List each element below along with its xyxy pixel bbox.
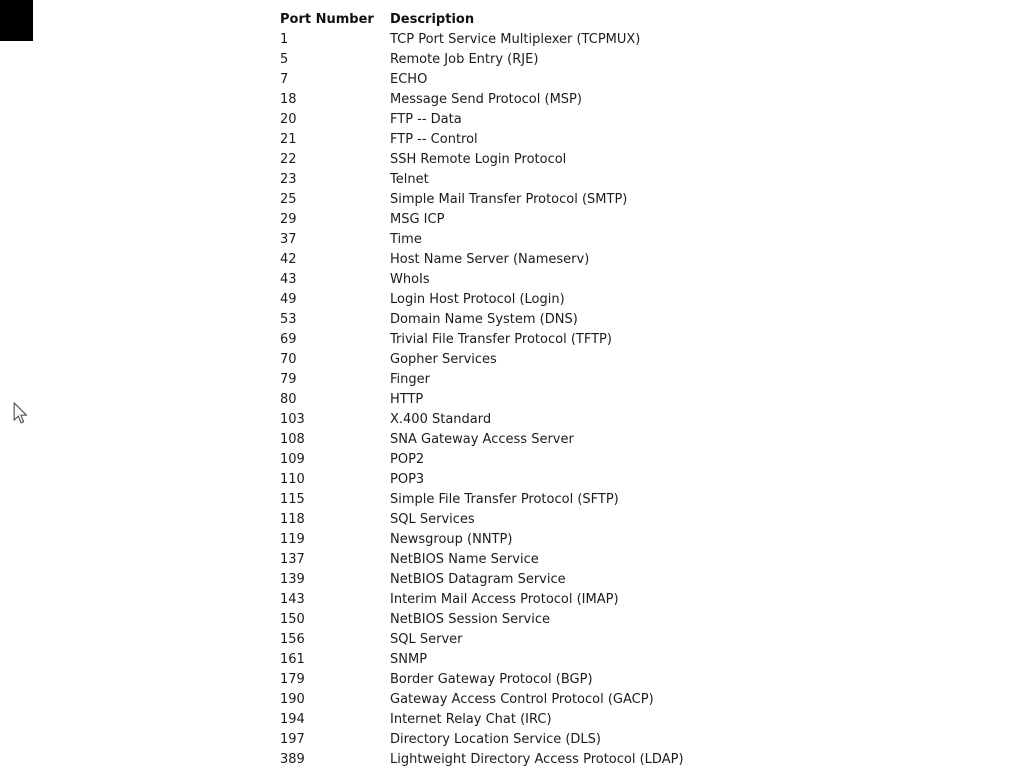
port-number-cell: 150 — [280, 612, 305, 627]
description-cell: Gopher Services — [390, 352, 497, 367]
table-row — [280, 250, 684, 270]
description-cell: HTTP — [390, 392, 424, 407]
table-row — [280, 590, 684, 610]
port-number-cell: 139 — [280, 572, 305, 587]
table-row — [280, 510, 684, 530]
table-row — [280, 470, 684, 490]
table-row — [280, 210, 684, 230]
port-number-cell: 110 — [280, 472, 305, 487]
port-number-cell: 156 — [280, 632, 305, 647]
description-cell: X.400 Standard — [390, 412, 492, 427]
port-number-cell: 37 — [280, 232, 297, 247]
description-cell: SQL Server — [390, 632, 463, 647]
port-number-cell: 53 — [280, 312, 297, 327]
table-row — [280, 30, 684, 50]
table-header — [280, 10, 684, 30]
table-row — [280, 430, 684, 450]
table-row — [280, 610, 684, 630]
port-number-cell: 5 — [280, 52, 289, 67]
port-number-cell: 103 — [280, 412, 305, 427]
port-number-cell: 1 — [280, 32, 289, 47]
table-row — [280, 670, 684, 690]
port-number-cell: 179 — [280, 672, 305, 687]
port-number-cell: 43 — [280, 272, 297, 287]
port-number-cell: 194 — [280, 712, 305, 727]
table-row — [280, 330, 684, 350]
port-number-cell: 21 — [280, 132, 297, 147]
col-header-port-number: Port Number — [280, 12, 374, 27]
description-cell: NetBIOS Datagram Service — [390, 572, 566, 587]
port-number-cell: 389 — [280, 752, 305, 767]
mouse-cursor-icon — [13, 402, 27, 426]
table-row — [280, 650, 684, 670]
description-cell: Simple File Transfer Protocol (SFTP) — [390, 492, 619, 507]
table-row — [280, 410, 684, 430]
table-row — [280, 190, 684, 210]
table-row — [280, 130, 684, 150]
table-row — [280, 50, 684, 70]
port-number-cell: 20 — [280, 112, 297, 127]
table-row — [280, 270, 684, 290]
description-cell: Message Send Protocol (MSP) — [390, 92, 582, 107]
port-number-cell: 115 — [280, 492, 305, 507]
description-cell: SNA Gateway Access Server — [390, 432, 574, 447]
description-cell: POP2 — [390, 452, 425, 467]
port-number-cell: 79 — [280, 372, 297, 387]
port-number-cell: 42 — [280, 252, 297, 267]
port-number-cell: 190 — [280, 692, 305, 707]
black-corner-box — [0, 0, 33, 41]
description-cell: Internet Relay Chat (IRC) — [390, 712, 552, 727]
table-row — [280, 730, 684, 750]
description-cell: Domain Name System (DNS) — [390, 312, 578, 327]
port-number-cell: 70 — [280, 352, 297, 367]
description-cell: Trivial File Transfer Protocol (TFTP) — [390, 332, 612, 347]
description-cell: SSH Remote Login Protocol — [390, 152, 567, 167]
port-number-cell: 161 — [280, 652, 305, 667]
table-body — [280, 30, 684, 770]
table-row — [280, 390, 684, 410]
table-row — [280, 450, 684, 470]
table-header-row — [280, 10, 684, 30]
description-cell: WhoIs — [390, 272, 430, 287]
description-cell: POP3 — [390, 472, 425, 487]
port-number-cell: 108 — [280, 432, 305, 447]
description-cell: NetBIOS Session Service — [390, 612, 550, 627]
table-row — [280, 230, 684, 250]
table-row — [280, 90, 684, 110]
table-row — [280, 370, 684, 390]
table-row — [280, 490, 684, 510]
table-row — [280, 690, 684, 710]
port-number-cell: 109 — [280, 452, 305, 467]
description-cell: Gateway Access Control Protocol (GACP) — [390, 692, 654, 707]
port-number-cell: 118 — [280, 512, 305, 527]
table-row — [280, 170, 684, 190]
port-number-cell: 143 — [280, 592, 305, 607]
description-cell: Newsgroup (NNTP) — [390, 532, 513, 547]
table-row — [280, 530, 684, 550]
description-cell: Directory Location Service (DLS) — [390, 732, 601, 747]
port-number-cell: 22 — [280, 152, 297, 167]
table-row — [280, 290, 684, 310]
description-cell: TCP Port Service Multiplexer (TCPMUX) — [390, 32, 641, 47]
port-number-cell: 80 — [280, 392, 297, 407]
description-cell: FTP -- Control — [390, 132, 478, 147]
description-cell: SQL Services — [390, 512, 475, 527]
table-row — [280, 350, 684, 370]
description-cell: Simple Mail Transfer Protocol (SMTP) — [390, 192, 628, 207]
description-cell: ECHO — [390, 72, 428, 87]
table-row — [280, 70, 684, 90]
description-cell: Login Host Protocol (Login) — [390, 292, 565, 307]
port-number-cell: 23 — [280, 172, 297, 187]
table-row — [280, 310, 684, 330]
table-row — [280, 550, 684, 570]
port-number-cell: 25 — [280, 192, 297, 207]
description-cell: Time — [390, 232, 422, 247]
description-cell: Interim Mail Access Protocol (IMAP) — [390, 592, 619, 607]
table-row — [280, 710, 684, 730]
table-row — [280, 570, 684, 590]
description-cell: Lightweight Directory Access Protocol (LDAP) — [390, 752, 684, 767]
port-number-cell: 49 — [280, 292, 297, 307]
description-cell: MSG ICP — [390, 212, 445, 227]
description-cell: FTP -- Data — [390, 112, 462, 127]
table-row — [280, 630, 684, 650]
description-cell: Border Gateway Protocol (BGP) — [390, 672, 593, 687]
table-row — [280, 750, 684, 770]
table-row — [280, 110, 684, 130]
port-number-cell: 119 — [280, 532, 305, 547]
description-cell: Remote Job Entry (RJE) — [390, 52, 539, 67]
port-number-cell: 137 — [280, 552, 305, 567]
description-cell: SNMP — [390, 652, 428, 667]
description-cell: Finger — [390, 372, 430, 387]
port-number-cell: 69 — [280, 332, 297, 347]
port-number-cell: 7 — [280, 72, 289, 87]
table-row — [280, 150, 684, 170]
port-numbers-table — [280, 10, 684, 770]
description-cell: Host Name Server (Nameserv) — [390, 252, 590, 267]
col-header-description: Description — [390, 12, 475, 27]
port-number-cell: 197 — [280, 732, 305, 747]
port-number-cell: 18 — [280, 92, 297, 107]
description-cell: NetBIOS Name Service — [390, 552, 539, 567]
port-number-cell: 29 — [280, 212, 297, 227]
description-cell: Telnet — [390, 172, 429, 187]
